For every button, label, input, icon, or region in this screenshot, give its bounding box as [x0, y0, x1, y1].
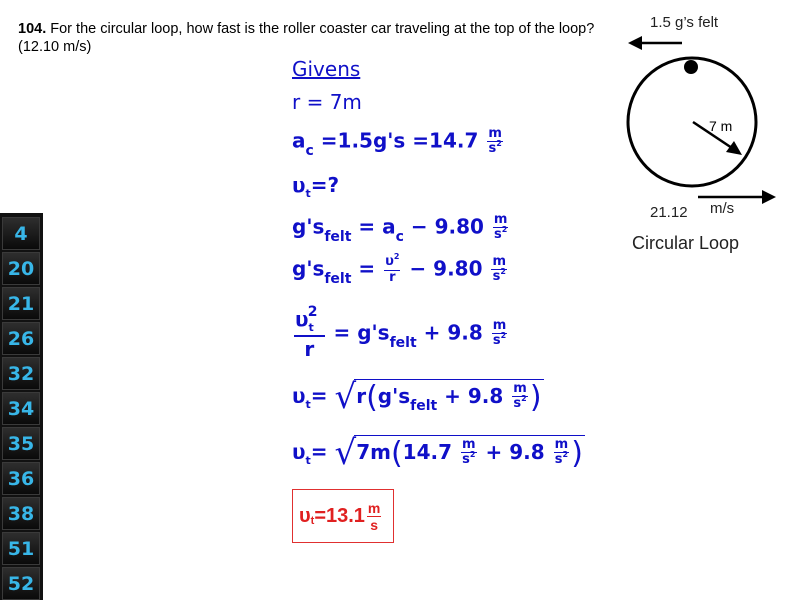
loop-circle	[628, 58, 756, 186]
equation-gs-felt-1: $g's_{felt} = a_c - 9.80$ $\frac{m}{s^2}$	[292, 212, 508, 245]
problem-tile[interactable]: 35	[2, 427, 40, 460]
coaster-car-dot	[684, 60, 698, 74]
velocity-unknown: $\upsilon_t=$?	[292, 173, 340, 200]
speed-unit: m/s	[710, 200, 735, 217]
problem-tile[interactable]: 21	[2, 287, 40, 320]
equation-rearranged: $\frac{\upsilon_t^2}{r}$ = $g's_{felt} + 9.8$ $\frac{m}{s^2}$	[295, 304, 507, 361]
question-number: 104.	[18, 21, 47, 37]
radius-given: r = 7m	[292, 90, 362, 114]
problem-tile[interactable]: 36	[2, 462, 40, 495]
equation-sqrt-numeric: $\upsilon_t= √7m(14.7$ $\frac{m}{s^2}$ + 9.8 $\frac{m}{s^2}$ )	[292, 433, 583, 473]
equation-gs-felt-2: $g's_{felt}$ = $\frac{\upsilon^2}{r}$ − 9.80 $\frac{m}{s^2}$	[292, 252, 507, 287]
problem-number-strip	[0, 213, 43, 600]
problem-tile[interactable]: 4	[2, 217, 40, 250]
unit-fraction: $\frac{m}{s^2}$	[488, 126, 502, 156]
left-arrow-icon	[628, 36, 682, 50]
givens-heading: Givens	[292, 57, 361, 81]
question-body: For the circular loop, how fast is the roller coaster car traveling at the top of the loop? (12.10 m/s)	[18, 21, 595, 55]
problem-tile[interactable]: 51	[2, 532, 40, 565]
felt-label: 1.5 g’s felt	[650, 14, 719, 31]
problem-tile[interactable]: 34	[2, 392, 40, 425]
problem-tile[interactable]: 32	[2, 357, 40, 390]
equation-sqrt-symbolic: $\upsilon_t= √r(g's_{felt} + 9.8$ $\frac{m}{s^2}$ )	[292, 377, 542, 417]
radius-label: 7 m	[709, 118, 733, 134]
problem-tile[interactable]: 20	[2, 252, 40, 285]
acceleration-given: $a_c =1.5g's =14.7$ $\frac{m}{s^2}$	[292, 126, 502, 159]
problem-tile[interactable]: 52	[2, 567, 40, 600]
answer-box: υ t =13.1 $\frac{m}{s}$	[292, 489, 394, 543]
diagram-title: Circular Loop	[632, 233, 740, 253]
problem-tile[interactable]: 38	[2, 497, 40, 530]
speed-value: 21.12	[650, 204, 688, 221]
circular-loop-diagram	[600, 0, 800, 270]
problem-tile[interactable]: 26	[2, 322, 40, 355]
